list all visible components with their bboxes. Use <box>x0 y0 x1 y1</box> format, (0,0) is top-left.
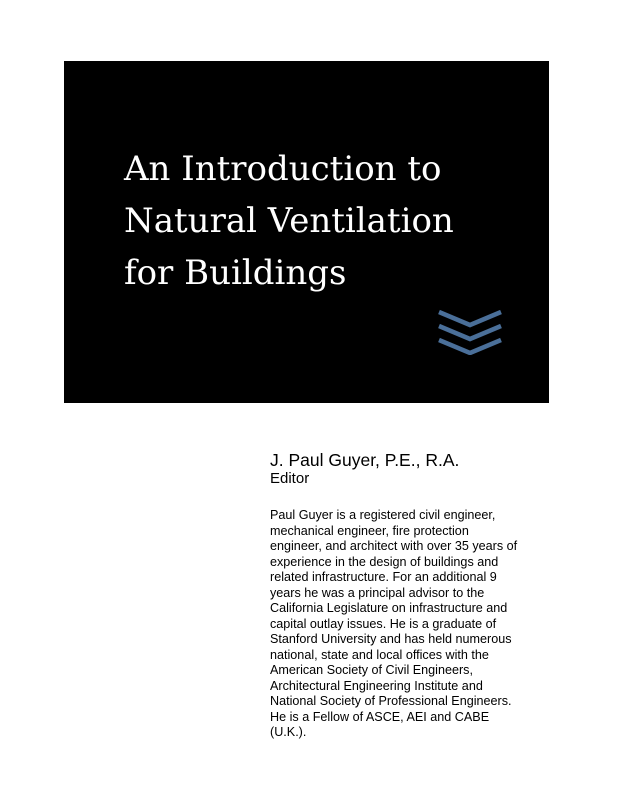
bio-line: engineer, and architect with over 35 years of <box>270 539 518 553</box>
author-name: J. Paul Guyer, P.E., R.A. <box>270 450 460 470</box>
cover-title-block <box>64 61 549 403</box>
bio-line: He is a Fellow of ASCE, AEI and CABE <box>270 709 490 724</box>
book-title-line-1: An Introduction to <box>124 149 442 189</box>
bio-line: National Society of Professional Engineers. <box>270 694 512 708</box>
book-title-line-3: for Buildings <box>124 253 347 293</box>
author-block <box>270 450 570 488</box>
bio-line: mechanical engineer, fire protection <box>270 523 469 538</box>
author-bio <box>270 508 570 741</box>
bio-line: American Society of Civil Engineers, <box>270 663 473 677</box>
bio-line: related infrastructure. For an additional 9 <box>270 570 497 584</box>
bio-line: national, state and local offices with the <box>270 647 489 662</box>
triple-chevron-down-icon <box>437 309 503 355</box>
bio-line: years he was a principal advisor to the <box>270 585 485 600</box>
bio-line: California Legislature on infrastructure and <box>270 601 508 615</box>
bio-line: Paul Guyer is a registered civil engineer, <box>270 508 496 522</box>
author-role: Editor <box>270 470 310 487</box>
book-title <box>124 143 534 299</box>
bio-line: experience in the design of buildings and <box>270 554 499 569</box>
bio-line: capital outlay issues. He is a graduate of <box>270 616 497 631</box>
bio-line: (U.K.). <box>270 725 307 739</box>
book-title-line-2: Natural Ventilation <box>124 201 454 241</box>
bio-line: Architectural Engineering Institute and <box>270 678 483 693</box>
bio-line: Stanford University and has held numerous <box>270 632 512 646</box>
